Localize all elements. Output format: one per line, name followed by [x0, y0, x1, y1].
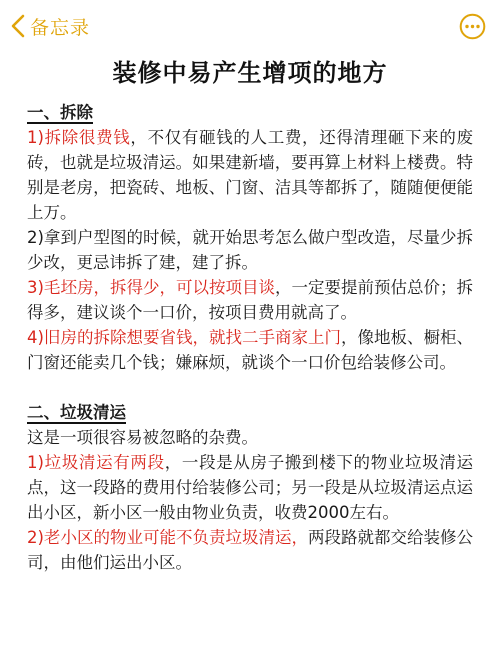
- more-options-button[interactable]: [459, 13, 486, 40]
- highlight-text: 3)毛坯房，拆得少，可以按项目谈: [27, 278, 275, 297]
- back-label: 备忘录: [30, 16, 91, 39]
- spacer: [27, 375, 473, 400]
- highlight-text: 1)垃圾清运有两段: [27, 453, 165, 472]
- list-item: [27, 225, 473, 275]
- body-text: ，不仅有砸钱的人工费，还得清理砸下来的废砖，也就是垃圾清运。如果建新墙，要再算上材料上楼费。特别是老房，把瓷砖、地板、门窗、洁具等都拆了，随随便便能上万。: [27, 128, 474, 222]
- list-item: [27, 525, 473, 575]
- chevron-left-icon: [10, 13, 26, 39]
- nav-bar: [0, 0, 500, 52]
- highlight-text: 4)旧房的拆除想要省钱，就找二手商家上门: [27, 328, 341, 347]
- section-heading-text: 二、垃圾清运: [27, 403, 126, 422]
- body-text: ，像地板、橱柜、门窗还能卖几个钱；嫌麻烦，就谈个一口价包给装修公司。: [27, 328, 474, 372]
- body-text: ，一段是从房子搬到楼下的物业垃圾清运点，这一段路的费用付给装修公司；另一段是从垃圾清运点运出小区，新小区一般由物业负责，收费2000左右。: [27, 453, 474, 522]
- note-title: 装修中易产生增项的地方: [112, 59, 388, 87]
- list-item: [27, 325, 473, 375]
- ellipsis-circle-icon: [459, 13, 486, 40]
- highlight-text: 1)拆除很费钱: [27, 128, 131, 147]
- highlight-text: 2)老小区的物业可能不负责垃圾清运，: [27, 528, 308, 547]
- body-text: 2)拿到户型图的时候，就开始思考怎么做户型改造，尽量少拆少改，更忌讳拆了建，建了拆。: [27, 228, 473, 272]
- section-heading-garbage-removal: [27, 400, 473, 425]
- body-text: 两段路就都交给装修公司，由他们运出小区。: [27, 528, 474, 572]
- body-text: ，一定要提前预估总价；拆得多，建议谈个一口价，按项目费用就高了。: [27, 278, 474, 322]
- section-heading-text: 一、拆除: [27, 103, 93, 122]
- list-item: [27, 125, 473, 225]
- back-button[interactable]: [10, 11, 90, 41]
- section-intro: 这是一项很容易被忽略的杂费。: [27, 428, 258, 447]
- note-body[interactable]: [0, 100, 500, 575]
- list-item: [27, 275, 473, 325]
- list-item: [27, 450, 473, 525]
- section-heading-demolition: [27, 100, 473, 125]
